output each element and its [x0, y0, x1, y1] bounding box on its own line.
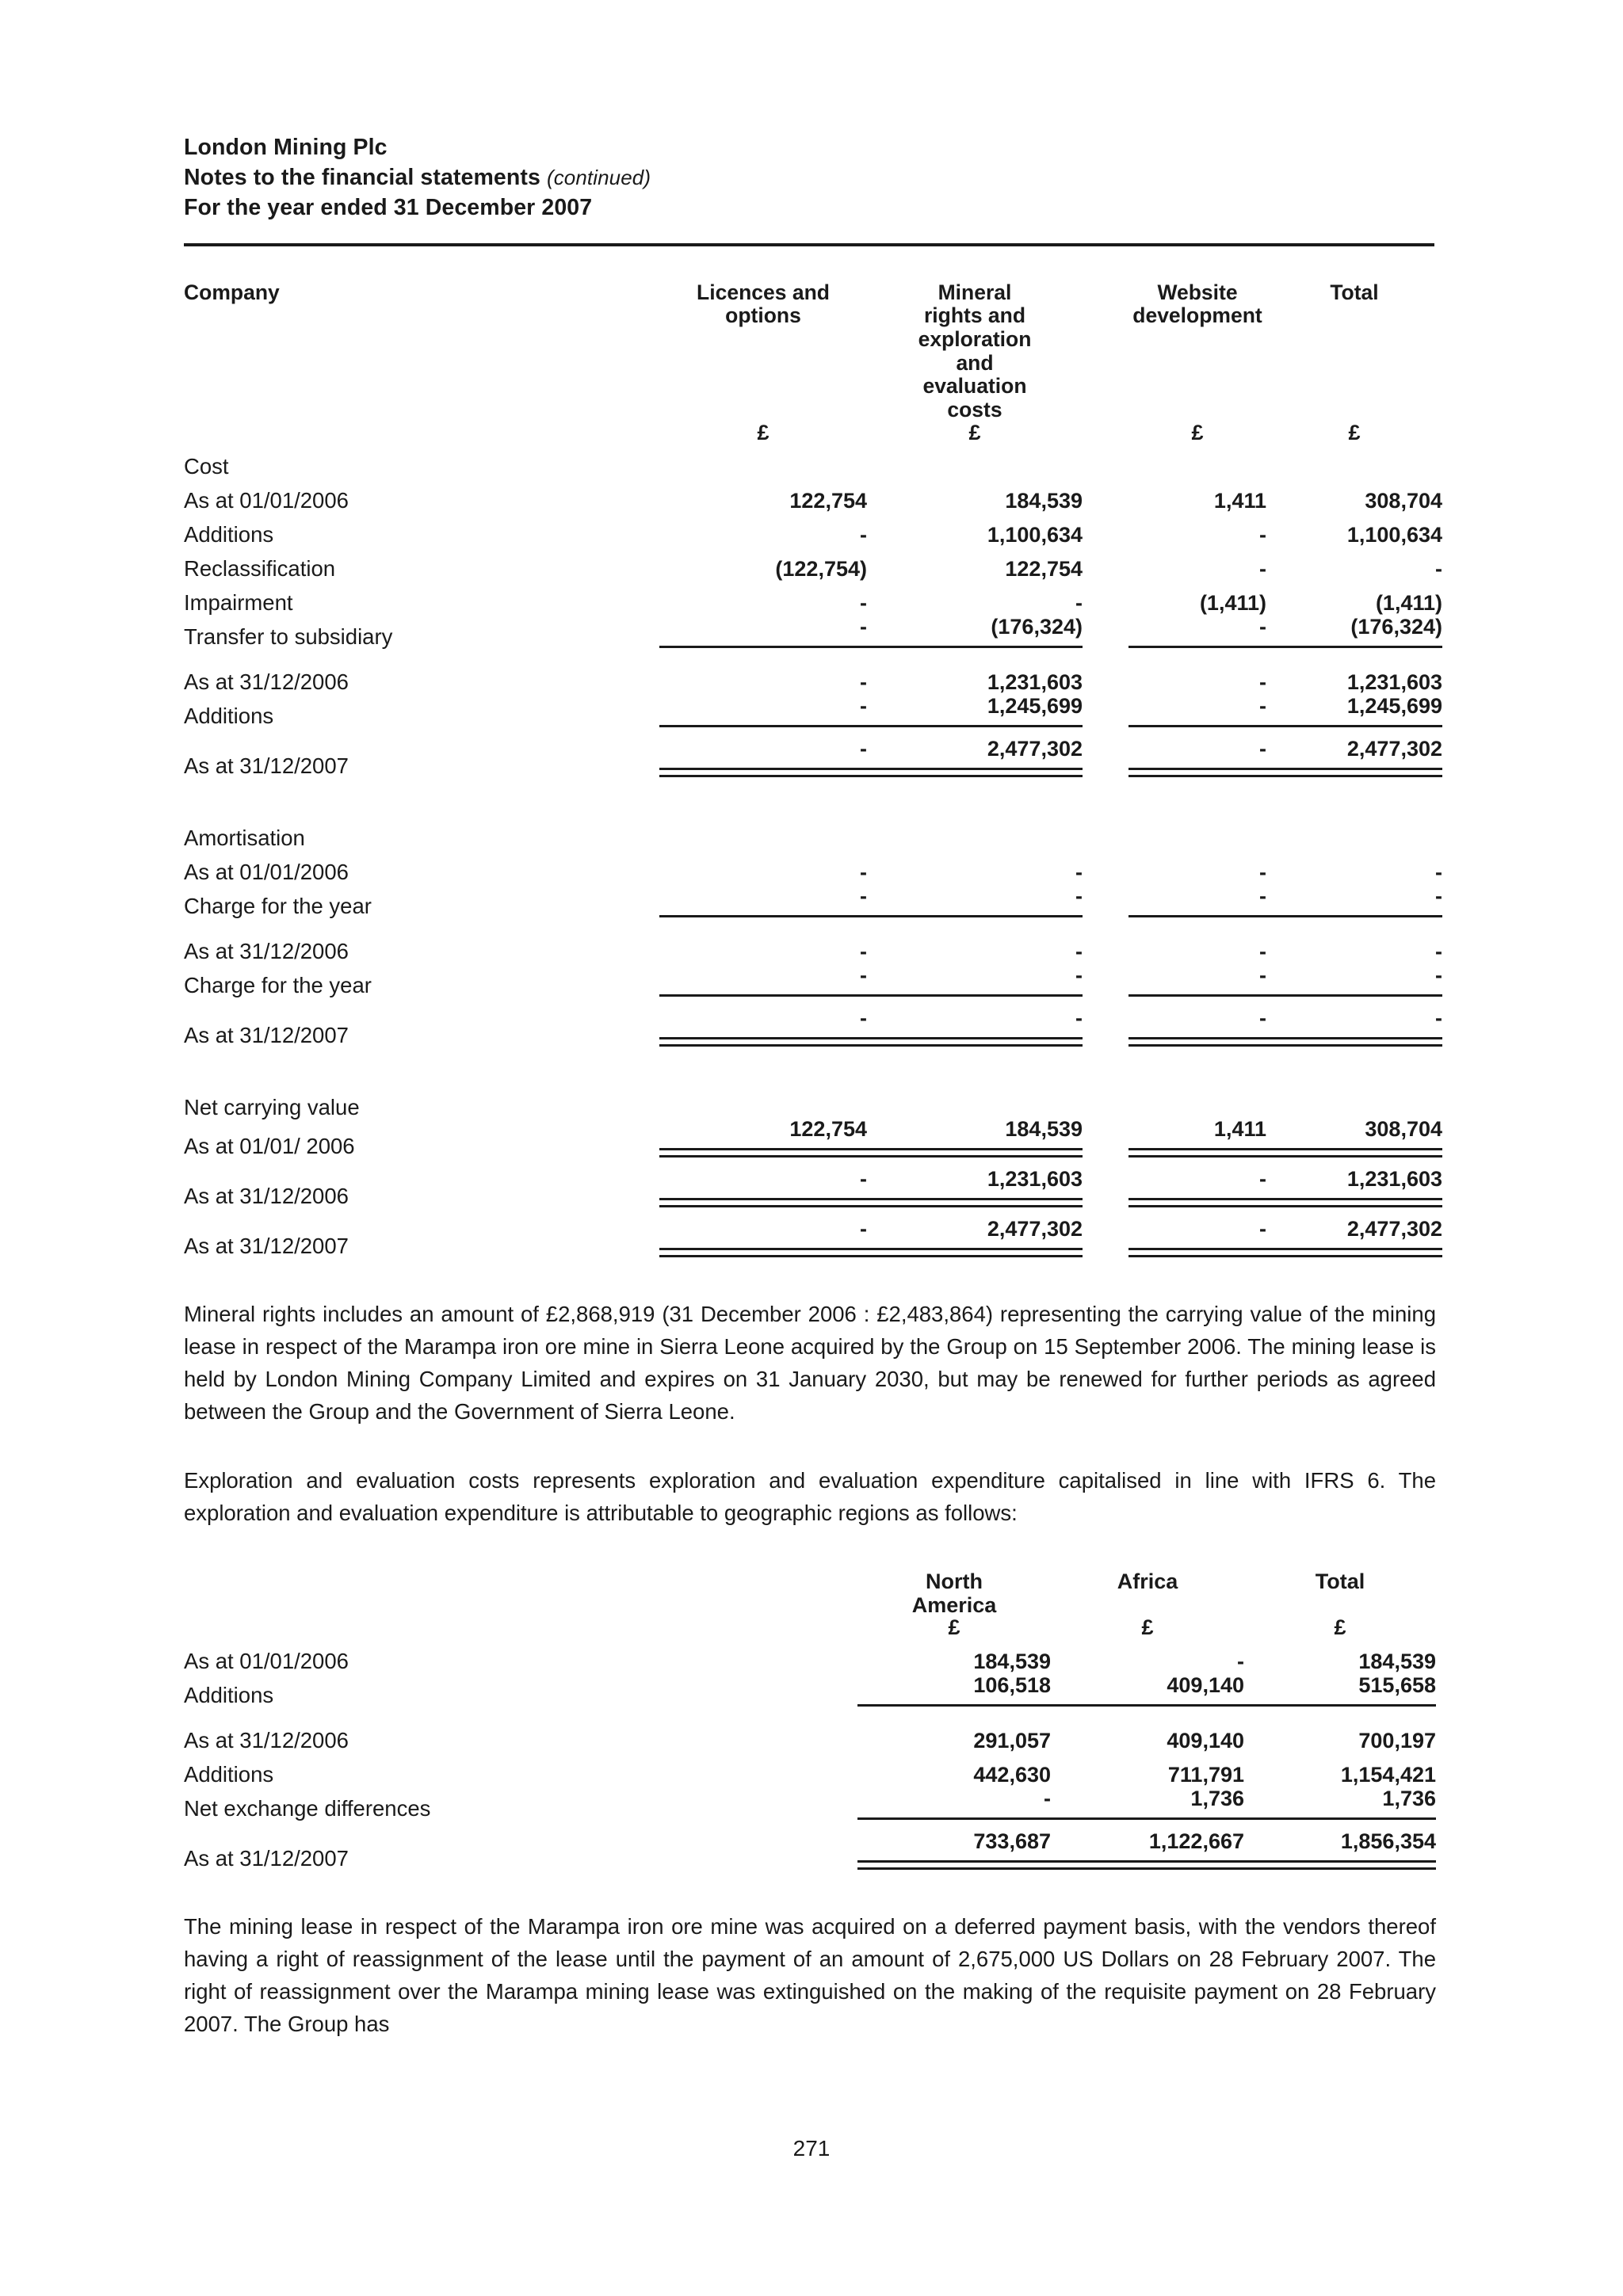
- cell-value: 1,856,354: [1244, 1820, 1436, 1870]
- cell-value: -: [659, 997, 867, 1047]
- cell-value: -: [1266, 883, 1442, 917]
- table-row: [184, 1672, 1436, 1707]
- cell-value: -: [860, 939, 867, 963]
- row-label: As at 31/12/2007: [184, 1234, 349, 1259]
- cell-value: -: [867, 883, 1083, 917]
- total-rule: [659, 1248, 867, 1257]
- cell-value: -: [659, 883, 867, 917]
- cell-value: -: [1435, 860, 1442, 884]
- cell-value: -: [1259, 939, 1266, 963]
- cell-value: 1,122,667: [1051, 1820, 1244, 1870]
- table1-currency-row: [184, 422, 1442, 444]
- table2-col-north-america: North America: [911, 1569, 997, 1617]
- table2-header-row: [184, 1569, 1436, 1617]
- cell-value: -: [1435, 939, 1442, 963]
- total-rule: [1266, 768, 1442, 777]
- cell-value: -: [1237, 1649, 1244, 1673]
- cell-value: 1,245,699: [867, 693, 1083, 727]
- cell-value: -: [857, 1786, 1051, 1820]
- table-row: [184, 478, 1442, 512]
- total-rule: [1266, 1248, 1442, 1257]
- table-row: [184, 917, 1442, 963]
- cell-value: 308,704: [1266, 1119, 1442, 1158]
- cell-value: -: [1075, 860, 1083, 884]
- row-label: Additions: [184, 522, 274, 547]
- table1-col-licences-options: Licences and options: [697, 280, 830, 328]
- cell-value: -: [1083, 727, 1266, 777]
- table-row: [184, 512, 1442, 546]
- cell-value: 184,539: [1358, 1649, 1436, 1673]
- cell-value: (176,324): [867, 614, 1083, 648]
- table-row: [184, 614, 1442, 648]
- table-row: [184, 1786, 1436, 1820]
- currency-symbol-mineral: £: [968, 420, 981, 444]
- row-label: As at 31/12/2007: [184, 1846, 349, 1871]
- cell-value: 1,231,603: [867, 1158, 1083, 1207]
- row-label: As at 31/12/2006: [184, 939, 349, 964]
- page-content: [184, 0, 1442, 2041]
- cell-value: 442,630: [973, 1762, 1051, 1787]
- cell-value: 1,231,603: [1266, 1158, 1442, 1207]
- row-label: Additions: [184, 704, 274, 729]
- spacer: [184, 1257, 1436, 1299]
- cell-value: 409,140: [1051, 1672, 1244, 1707]
- total-rule: [659, 1148, 867, 1158]
- cell-value: 1,100,634: [1346, 522, 1442, 547]
- section-heading-net-carrying-value: Net carrying value: [184, 1095, 360, 1120]
- cell-value: 1,100,634: [987, 522, 1083, 547]
- table-row: [184, 693, 1442, 727]
- total-rule: [867, 1148, 1083, 1158]
- row-label: As at 31/12/2007: [184, 1023, 349, 1048]
- cell-value: -: [867, 963, 1083, 997]
- cell-value: -: [860, 590, 867, 615]
- currency-symbol-total: £: [1334, 1615, 1346, 1639]
- cell-value: -: [659, 727, 867, 777]
- cell-value: 515,658: [1244, 1672, 1436, 1707]
- row-label: As at 31/12/2006: [184, 1184, 349, 1209]
- section-heading-row: [184, 1085, 1442, 1119]
- total-rule: [1266, 1198, 1442, 1207]
- cell-value: -: [659, 614, 867, 648]
- row-label: As at 01/01/2006: [184, 488, 349, 513]
- cell-value: 184,539: [1005, 488, 1083, 513]
- spacer-row: [184, 1047, 1442, 1085]
- table1-col-total: Total: [1330, 280, 1379, 304]
- table2-col-africa: Africa: [1117, 1569, 1178, 1593]
- cell-value: -: [860, 860, 867, 884]
- cell-value: -: [1259, 860, 1266, 884]
- cell-value: -: [659, 1207, 867, 1257]
- row-label: Charge for the year: [184, 973, 372, 998]
- spacer-row: [184, 777, 1442, 815]
- total-rule: [659, 768, 867, 777]
- table-row: [184, 1820, 1436, 1870]
- table1-col-mineral-rights: Mineral rights and exploration and evaluation costs: [918, 280, 1032, 422]
- cell-value: 733,687: [857, 1820, 1051, 1870]
- cell-value: -: [1075, 939, 1083, 963]
- row-label: Transfer to subsidiary: [184, 624, 393, 650]
- total-rule: [659, 1198, 867, 1207]
- currency-symbol-licences: £: [757, 420, 769, 444]
- spacer: [184, 1530, 1436, 1569]
- spacer: [184, 1870, 1436, 1911]
- table-row: [184, 849, 1442, 883]
- cell-value: 308,704: [1365, 488, 1442, 513]
- total-rule: [1266, 1148, 1442, 1158]
- section-heading-row: [184, 815, 1442, 849]
- cell-value: -: [1083, 1158, 1266, 1207]
- cell-value: 184,539: [867, 1119, 1083, 1158]
- cell-value: 1,245,699: [1266, 693, 1442, 727]
- table-row: [184, 1158, 1442, 1207]
- total-rule: [1128, 1248, 1266, 1257]
- row-label: As at 01/01/2006: [184, 1649, 349, 1674]
- document-title: [184, 163, 1436, 193]
- total-rule: [867, 768, 1083, 777]
- currency-symbol-website: £: [1191, 420, 1204, 444]
- cell-value: -: [659, 963, 867, 997]
- cell-value: -: [659, 1158, 867, 1207]
- cell-value: 106,518: [857, 1672, 1051, 1707]
- cell-value: -: [1259, 556, 1266, 581]
- geographic-regions-table: [184, 1569, 1436, 1870]
- cell-value: 1,736: [1244, 1786, 1436, 1820]
- cell-value: -: [659, 693, 867, 727]
- intangible-assets-table: [184, 246, 1442, 1257]
- cell-value: -: [1083, 997, 1266, 1047]
- cell-value: -: [1083, 614, 1266, 648]
- total-rule: [1244, 1860, 1436, 1870]
- company-name: London Mining Plc: [184, 135, 388, 160]
- cell-value: 2,477,302: [867, 1207, 1083, 1257]
- cell-value: 1,154,421: [1340, 1762, 1436, 1787]
- paragraph-mining-lease: The mining lease in respect of the Marampa iron ore mine was acquired on a deferred payment basis, with the vendors thereof having a right of reassignment of the lease until the payment of an amount of 2,675,000 US Dollars on 28 February 2007. The right of reassignment over the Marampa mining lease was extinguished on the making of the requisite payment on 28 February 2007. The Group has: [184, 1913, 1436, 2036]
- cell-value: 711,791: [1167, 1762, 1244, 1787]
- cell-value: 122,754: [659, 1119, 867, 1158]
- cell-value: 184,539: [973, 1649, 1051, 1673]
- cell-value: (1,411): [1199, 590, 1266, 615]
- cell-value: -: [1083, 1207, 1266, 1257]
- cell-value: (122,754): [775, 556, 867, 581]
- page-number: 271: [792, 2136, 831, 2161]
- table-row: [184, 648, 1442, 693]
- document-period: For the year ended 31 December 2007: [184, 194, 593, 220]
- cell-value: 409,140: [1167, 1728, 1244, 1753]
- paragraph-mineral-rights: Mineral rights includes an amount of £2,868,919 (31 December 2006 : £2,483,864) representing the carrying value of the mining lease in respect of the Marampa iron ore mine in Sierra Leone acquired by the Group on 15 September 2006. The mining lease is held by London Mining Company Limited and expires on 31 January 2030, but may be renewed for further periods as agreed between the Group and the Government of Sierra Leone.: [184, 1301, 1436, 1424]
- row-label: Impairment: [184, 590, 293, 616]
- cell-value: -: [1075, 590, 1083, 615]
- cell-value: -: [860, 669, 867, 694]
- cell-value: 1,231,603: [1346, 669, 1442, 694]
- cell-value: 1,411: [1213, 488, 1266, 513]
- cell-value: -: [1259, 669, 1266, 694]
- currency-symbol-africa: £: [1141, 1615, 1154, 1639]
- total-rule: [867, 1198, 1083, 1207]
- row-label: As at 01/01/2006: [184, 860, 349, 885]
- cell-value: 2,477,302: [867, 727, 1083, 777]
- total-rule: [1128, 1148, 1266, 1158]
- cell-value: 1,736: [1051, 1786, 1244, 1820]
- table1-header-row: [184, 246, 1442, 422]
- table-row: [184, 963, 1442, 997]
- table1-row-header-label: Company: [184, 280, 280, 304]
- cell-value: -: [1266, 997, 1442, 1047]
- row-label: Net exchange differences: [184, 1796, 431, 1821]
- cell-value: -: [1083, 693, 1266, 727]
- row-label: Reclassification: [184, 556, 336, 582]
- table-row: [184, 546, 1442, 580]
- total-rule: [1051, 1860, 1244, 1870]
- document-title-continued: (continued): [546, 165, 651, 189]
- total-rule: [857, 1860, 1051, 1870]
- row-label: Charge for the year: [184, 894, 372, 919]
- table2-col-total: Total: [1315, 1569, 1365, 1593]
- cell-value: 1,231,603: [987, 669, 1083, 694]
- table-row: [184, 580, 1442, 614]
- section-heading-amortisation: Amortisation: [184, 826, 305, 851]
- cell-value: -: [1266, 963, 1442, 997]
- cell-value: -: [1083, 963, 1266, 997]
- currency-symbol-north-america: £: [948, 1615, 960, 1639]
- table-row: [184, 1752, 1436, 1786]
- total-rule: [867, 1037, 1083, 1047]
- cell-value: 2,477,302: [1266, 1207, 1442, 1257]
- table-row: [184, 1638, 1436, 1672]
- table-row: [184, 727, 1442, 777]
- cell-value: (176,324): [1266, 614, 1442, 648]
- cell-value: -: [867, 997, 1083, 1047]
- total-rule: [1266, 1037, 1442, 1047]
- table-row: [184, 883, 1442, 917]
- row-label: As at 31/12/2006: [184, 1728, 349, 1753]
- cell-value: -: [1083, 883, 1266, 917]
- cell-value: -: [860, 522, 867, 547]
- cell-value: 122,754: [789, 488, 867, 513]
- paragraph-exploration-costs: Exploration and evaluation costs represents exploration and evaluation expenditure capitalised in line with IFRS 6. The exploration and evaluation expenditure is attributable to geographic regions as follows:: [184, 1467, 1436, 1525]
- table-row: [184, 997, 1442, 1047]
- table1-col-website-development: Website development: [1132, 280, 1262, 328]
- cell-value: 291,057: [973, 1728, 1051, 1753]
- row-label: As at 31/12/2007: [184, 753, 349, 779]
- document-header: [184, 0, 1436, 223]
- row-label: As at 31/12/2006: [184, 669, 349, 695]
- document-title-text: Notes to the financial statements: [184, 164, 540, 190]
- row-label: As at 01/01/ 2006: [184, 1134, 355, 1159]
- section-heading-row: [184, 444, 1442, 478]
- table2-currency-row: [184, 1617, 1436, 1638]
- cell-value: 2,477,302: [1266, 727, 1442, 777]
- currency-symbol-total: £: [1348, 420, 1361, 444]
- total-rule: [867, 1248, 1083, 1257]
- cell-value: (1,411): [1375, 590, 1442, 615]
- cell-value: 122,754: [1005, 556, 1083, 581]
- row-label: Additions: [184, 1683, 274, 1708]
- spacer: [184, 1428, 1436, 1465]
- table-row: [184, 1207, 1442, 1257]
- total-rule: [1128, 768, 1266, 777]
- cell-value: -: [1259, 522, 1266, 547]
- total-rule: [659, 1037, 867, 1047]
- table-row: [184, 1119, 1442, 1158]
- cell-value: -: [1435, 556, 1442, 581]
- cell-value: 1,411: [1083, 1119, 1266, 1158]
- section-heading-cost: Cost: [184, 454, 229, 479]
- row-label: Additions: [184, 1762, 274, 1787]
- table-row: [184, 1707, 1436, 1752]
- total-rule: [1128, 1037, 1266, 1047]
- cell-value: 700,197: [1358, 1728, 1436, 1753]
- total-rule: [1128, 1198, 1266, 1207]
